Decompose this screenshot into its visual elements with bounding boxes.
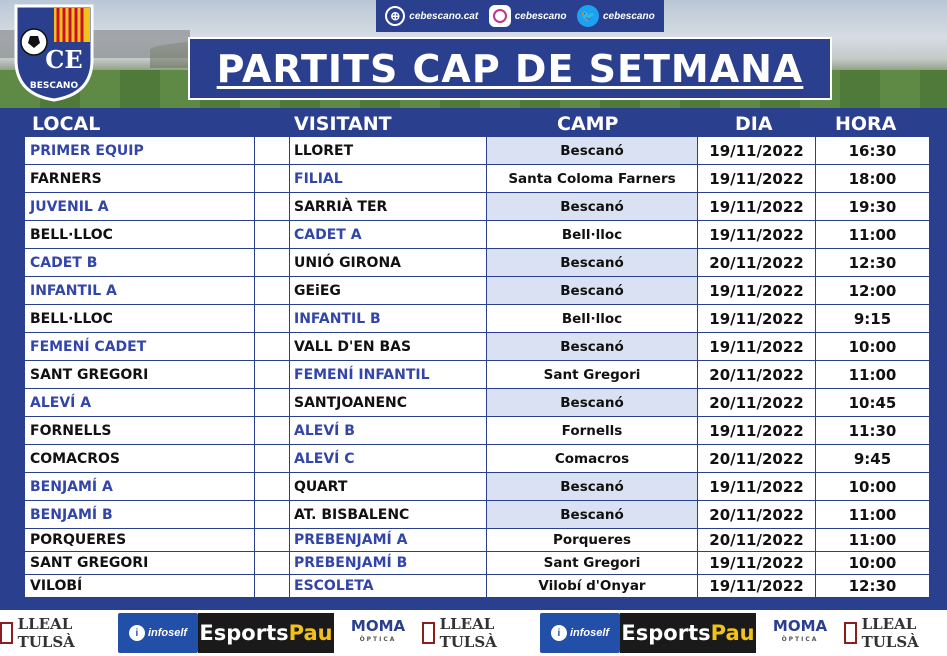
cell-dia: 19/11/2022 <box>698 552 816 575</box>
cell-hora: 10:45 <box>816 389 929 417</box>
lleal-mark-icon <box>844 622 857 644</box>
cell-dia: 20/11/2022 <box>698 361 816 389</box>
table-row <box>25 305 929 333</box>
cell-local: INFANTIL A <box>25 277 255 305</box>
cell-camp: Bell·lloc <box>487 221 698 249</box>
instagram-icon <box>489 5 511 27</box>
sponsor-moma-2 <box>756 613 844 653</box>
table-row <box>25 575 929 598</box>
cell-spacer <box>255 417 290 445</box>
cell-camp: Bescanó <box>487 193 698 221</box>
cell-camp: Sant Gregori <box>487 361 698 389</box>
sponsor-infoself-label: infoself <box>147 627 188 639</box>
cell-local: CADET B <box>25 249 255 277</box>
cell-camp: Bescanó <box>487 277 698 305</box>
logo-letters: CE <box>45 45 83 74</box>
header-camp: CAMP <box>557 113 619 135</box>
cell-camp: Sant Gregori <box>487 552 698 575</box>
cell-visitant: UNIÓ GIRONA <box>290 249 487 277</box>
cell-dia: 20/11/2022 <box>698 529 816 552</box>
cell-camp: Santa Coloma Farners <box>487 165 698 193</box>
cell-visitant: INFANTIL B <box>290 305 487 333</box>
cell-dia: 19/11/2022 <box>698 473 816 501</box>
matches-table <box>25 137 929 598</box>
cell-camp: Bescanó <box>487 501 698 529</box>
sponsor-moma-label: MOMA <box>350 617 406 635</box>
cell-camp: Fornells <box>487 417 698 445</box>
cell-visitant: PREBENJAMÍ B <box>290 552 487 575</box>
cell-dia: 19/11/2022 <box>698 305 816 333</box>
sponsor-esports-label: Esports <box>199 621 289 645</box>
header-visitant: VISITANT <box>294 113 392 135</box>
cell-spacer <box>255 529 290 552</box>
table-row <box>25 389 929 417</box>
sponsor-esports-pau-2 <box>620 613 756 653</box>
sponsor-lleal-tulsa-2 <box>422 613 540 653</box>
cell-visitant: FEMENÍ INFANTIL <box>290 361 487 389</box>
cell-hora: 11:30 <box>816 417 929 445</box>
club-logo <box>12 2 96 102</box>
social-instagram-label: cebescano <box>514 10 567 22</box>
cell-spacer <box>255 333 290 361</box>
cell-camp: Porqueres <box>487 529 698 552</box>
cell-visitant: SANTJOANENC <box>290 389 487 417</box>
cell-dia: 19/11/2022 <box>698 221 816 249</box>
cell-spacer <box>255 305 290 333</box>
cell-hora: 12:00 <box>816 277 929 305</box>
cell-hora: 12:30 <box>816 249 929 277</box>
cell-hora: 18:00 <box>816 165 929 193</box>
sponsor-lleal-label: LLEAL TULSÀ <box>17 615 75 651</box>
social-web[interactable] <box>385 6 478 26</box>
sponsor-moma <box>334 613 422 653</box>
cell-dia: 20/11/2022 <box>698 445 816 473</box>
cell-hora: 10:00 <box>816 473 929 501</box>
lleal-mark-icon <box>0 622 13 644</box>
cell-local: SANT GREGORI <box>25 552 255 575</box>
header-local: LOCAL <box>32 113 101 135</box>
sponsor-moma-sub: ÒPTICA <box>359 636 397 643</box>
social-instagram[interactable] <box>489 5 567 27</box>
sponsor-infoself <box>118 613 198 653</box>
table-row <box>25 417 929 445</box>
sponsor-esports-pau <box>198 613 334 653</box>
cell-local: BENJAMÍ A <box>25 473 255 501</box>
table-row <box>25 473 929 501</box>
table-row <box>25 165 929 193</box>
table-row <box>25 529 929 552</box>
table-row <box>25 277 929 305</box>
cell-camp: Bescanó <box>487 137 698 165</box>
cell-local: VILOBÍ <box>25 575 255 598</box>
cell-hora: 9:15 <box>816 305 929 333</box>
cell-hora: 11:00 <box>816 501 929 529</box>
cell-hora: 11:00 <box>816 221 929 249</box>
table-row <box>25 445 929 473</box>
table-row <box>25 249 929 277</box>
sponsor-lleal-label: LLEAL TULSÀ <box>439 615 497 651</box>
header-dia: DIA <box>735 113 773 135</box>
cell-spacer <box>255 361 290 389</box>
cell-visitant: ALEVÍ B <box>290 417 487 445</box>
cell-local: FEMENÍ CADET <box>25 333 255 361</box>
sponsor-esports-label: Esports <box>621 621 711 645</box>
cell-camp: Vilobí d'Onyar <box>487 575 698 598</box>
sponsor-pau-label: Pau <box>288 621 333 645</box>
cell-dia: 20/11/2022 <box>698 249 816 277</box>
lleal-mark-icon <box>422 622 435 644</box>
cell-hora: 9:45 <box>816 445 929 473</box>
cell-hora: 19:30 <box>816 193 929 221</box>
sponsor-moma-sub: ÒPTICA <box>781 636 819 643</box>
cell-visitant: ALEVÍ C <box>290 445 487 473</box>
cell-local: FORNELLS <box>25 417 255 445</box>
cell-local: BELL·LLOC <box>25 305 255 333</box>
table-row <box>25 193 929 221</box>
cell-spacer <box>255 445 290 473</box>
table-row <box>25 501 929 529</box>
cell-hora: 11:00 <box>816 529 929 552</box>
cell-local: FARNERS <box>25 165 255 193</box>
cell-local: BELL·LLOC <box>25 221 255 249</box>
cell-local: JUVENIL A <box>25 193 255 221</box>
cell-spacer <box>255 249 290 277</box>
cell-local: COMACROS <box>25 445 255 473</box>
cell-spacer <box>255 473 290 501</box>
cell-dia: 19/11/2022 <box>698 277 816 305</box>
cell-spacer <box>255 389 290 417</box>
cell-hora: 10:00 <box>816 333 929 361</box>
sponsor-lleal-tulsa <box>0 613 118 653</box>
page-title: PARTITS CAP DE SETMANA <box>216 46 804 91</box>
table-row <box>25 361 929 389</box>
sponsor-infoself-label: infoself <box>569 627 610 639</box>
cell-local: BENJAMÍ B <box>25 501 255 529</box>
cell-visitant: VALL D'EN BAS <box>290 333 487 361</box>
cell-camp: Bescanó <box>487 389 698 417</box>
logo-name: BESCANO <box>29 81 79 91</box>
sponsor-pau-label: Pau <box>710 621 755 645</box>
sponsor-infoself-2 <box>540 613 620 653</box>
social-web-label: cebescano.cat <box>409 10 479 22</box>
table-row <box>25 137 929 165</box>
cell-camp: Bell·lloc <box>487 305 698 333</box>
cell-hora: 12:30 <box>816 575 929 598</box>
cell-visitant: PREBENJAMÍ A <box>290 529 487 552</box>
cell-dia: 19/11/2022 <box>698 333 816 361</box>
cell-local: PRIMER EQUIP <box>25 137 255 165</box>
cell-spacer <box>255 137 290 165</box>
cell-camp: Bescanó <box>487 473 698 501</box>
cell-spacer <box>255 165 290 193</box>
sponsor-lleal-label: LLEAL TULSÀ <box>861 615 919 651</box>
cell-visitant: LLORET <box>290 137 487 165</box>
cell-visitant: CADET A <box>290 221 487 249</box>
cell-visitant: FILIAL <box>290 165 487 193</box>
table-row <box>25 552 929 575</box>
cell-spacer <box>255 193 290 221</box>
info-icon: i <box>551 625 567 641</box>
cell-spacer <box>255 575 290 598</box>
cell-camp: Comacros <box>487 445 698 473</box>
cell-dia: 19/11/2022 <box>698 417 816 445</box>
cell-spacer <box>255 552 290 575</box>
cell-visitant: SARRIÀ TER <box>290 193 487 221</box>
cell-dia: 19/11/2022 <box>698 575 816 598</box>
cell-dia: 19/11/2022 <box>698 165 816 193</box>
cell-visitant: QUART <box>290 473 487 501</box>
cell-dia: 20/11/2022 <box>698 389 816 417</box>
cell-spacer <box>255 277 290 305</box>
cell-visitant: AT. BISBALENC <box>290 501 487 529</box>
cell-visitant: ESCOLETA <box>290 575 487 598</box>
cell-spacer <box>255 501 290 529</box>
sponsors-bar <box>0 610 947 656</box>
cell-camp: Bescanó <box>487 249 698 277</box>
globe-icon: ⊕ <box>385 6 405 26</box>
cell-visitant: GEiEG <box>290 277 487 305</box>
sponsor-moma-label: MOMA <box>772 617 828 635</box>
cell-hora: 11:00 <box>816 361 929 389</box>
header-hora: HORA <box>835 113 897 135</box>
table-row <box>25 333 929 361</box>
cell-camp: Bescanó <box>487 333 698 361</box>
cell-dia: 20/11/2022 <box>698 501 816 529</box>
title-box <box>188 37 832 100</box>
twitter-icon: 🐦 <box>577 5 599 27</box>
social-bar <box>376 0 664 32</box>
cell-dia: 19/11/2022 <box>698 193 816 221</box>
cell-hora: 10:00 <box>816 552 929 575</box>
cell-local: SANT GREGORI <box>25 361 255 389</box>
table-row <box>25 221 929 249</box>
sponsor-lleal-tulsa-3 <box>844 613 947 653</box>
cell-local: PORQUERES <box>25 529 255 552</box>
social-twitter-label: cebescano <box>603 10 655 22</box>
cell-local: ALEVÍ A <box>25 389 255 417</box>
cell-hora: 16:30 <box>816 137 929 165</box>
cell-spacer <box>255 221 290 249</box>
social-twitter[interactable] <box>577 5 655 27</box>
info-icon: i <box>129 625 145 641</box>
cell-dia: 19/11/2022 <box>698 137 816 165</box>
